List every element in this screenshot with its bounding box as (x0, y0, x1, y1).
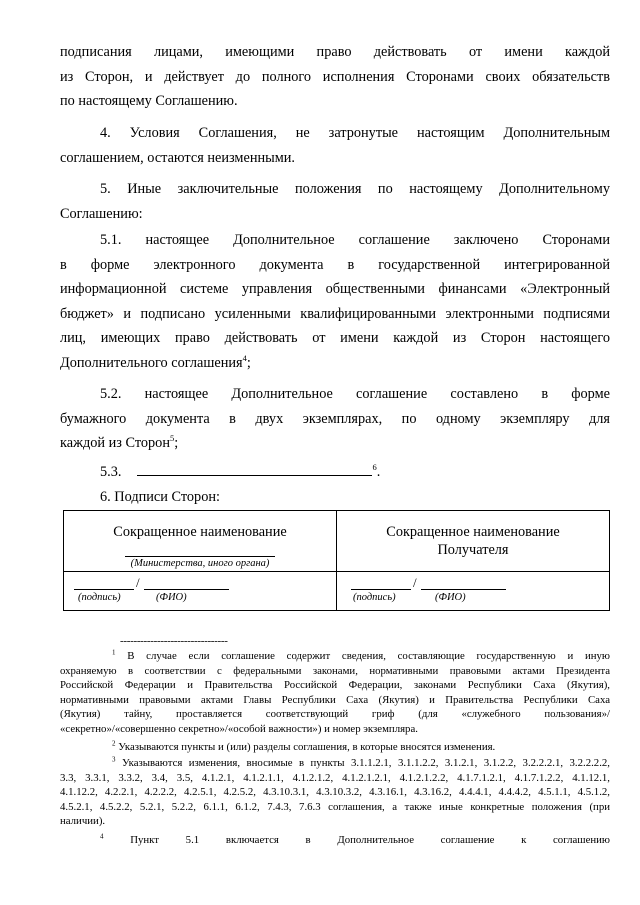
signature-line (351, 589, 411, 590)
footnote-line: нормативными правовыми актами Главы Республики Саха (Якутия) и Правительства Республики Саха (60, 693, 610, 706)
paragraph-line (60, 351, 610, 376)
right-party-cell (337, 511, 610, 572)
signature-line (74, 589, 134, 590)
left-signature-block (64, 572, 336, 610)
punctuation: ; (174, 435, 179, 451)
right-party-header-line2: Получателя (437, 542, 509, 558)
paragraph-line (60, 460, 610, 485)
footnote-ref[interactable]: 4 (242, 352, 247, 363)
footnote-text: Пункт 5.1 включается в Дополнительное соглашение к соглашению (130, 834, 610, 846)
footnote-line: «секретно»/«совершенно секретно»/«особой важности») и номер экземпляра. (60, 723, 418, 735)
left-party-cell (64, 511, 337, 572)
paragraph-line (60, 431, 610, 456)
left-signature-cell (64, 572, 337, 611)
paragraph-line: из Сторон, и действует до полного исполнения Сторонами своих обязательств (60, 68, 610, 85)
left-party-header: Сокращенное наименование (113, 524, 287, 540)
footnote-line (60, 833, 610, 848)
signatures-header-row (64, 511, 610, 572)
paragraph-line: в форме электронного документа в государственной интегрированной (60, 256, 610, 273)
footnote-number: 3 (112, 755, 116, 764)
footnote-line (60, 756, 610, 771)
footnote-line: 4.5.2.1, 4.5.2.2, 5.2.1, 5.2.2, 6.1.1, 6.1.2, 7.4.3, 7.6.3 соглашения, а также иные конкретные положения (при (60, 800, 610, 813)
name-line (421, 589, 506, 590)
signature-label: (подпись) (78, 592, 121, 603)
footnote-line: (Якутия) тайну, проставляется соответствующий гриф (для «служебного пользования»/ (60, 708, 610, 721)
paragraph-line: по настоящему Соглашению. (60, 93, 238, 109)
paragraph-line: Соглашению: (60, 205, 143, 222)
footnote-ref[interactable]: 6 (372, 462, 377, 473)
right-party-header: Сокращенное наименование (386, 524, 560, 540)
signatures-table (63, 510, 610, 611)
footnote-separator: -------------------------------- (120, 635, 228, 647)
footnote-line: наличии). (60, 815, 106, 828)
slash: / (413, 575, 417, 590)
left-party-caption: (Министерства, иного органа) (130, 558, 270, 569)
paragraph-line: лиц, имеющих право действовать от имени каждой из Сторон настоящего (60, 330, 610, 346)
section-heading: 6. Подписи Сторон: (100, 489, 220, 505)
punctuation: . (376, 464, 381, 480)
paragraph-line: информационной системе управления общественными финансами «Электронный (60, 281, 610, 297)
signatures-sign-row (64, 572, 610, 611)
footnote-line (60, 649, 610, 664)
footnote-text: Указываются пункты и (или) разделы соглашения, в которые вносятся изменения. (118, 741, 496, 753)
footnote-ref[interactable]: 5 (169, 433, 175, 444)
paragraph-line: бумажного документа в двух экземплярах, по одному экземпляру для (60, 410, 610, 427)
name-line (144, 589, 229, 590)
paragraph-line: бюджет» и подписано усиленными квалифицированными электронными подписями (60, 305, 610, 322)
paragraph-line: 5.1. настоящее Дополнительное соглашение заключено Сторонами (100, 232, 610, 248)
footnote-line: Российской Федерации и Правительства Российской Федерации, законами Республики Саха (Якутия), (60, 679, 610, 692)
paragraph-text: Дополнительного соглашения (60, 354, 243, 371)
footnote-line: 3.3, 3.3.1, 3.3.2, 3.4, 3.5, 4.1.2.1, 4.1.2.1.1, 4.1.2.1.2, 4.1.2.1.2.1, 4.1.2.1.2.2, 4.1.7.1.2.1, 4.1.7.1.2.2, 4.1.12.1, (60, 771, 610, 784)
paragraph-line: соглашением, остаются неизменными. (60, 149, 296, 166)
right-signature-cell (337, 572, 610, 611)
footnote-number: 4 (100, 832, 104, 841)
blank-line (137, 461, 372, 476)
paragraph-line: 4. Условия Соглашения, не затронутые настоящим Дополнительным (100, 125, 610, 141)
footnote-number: 2 (112, 739, 116, 748)
footnote-line: 4.1.12.2, 4.2.2.1, 4.2.2.2, 4.2.5.1, 4.2.5.2, 4.3.10.3.1, 4.3.10.3.2, 4.3.16.1, 4.3.16.2, 4.4.4.1, 4.4.4.2, 4.5.1.1, 4.5.1.2, (60, 786, 610, 799)
right-signature-block (337, 572, 609, 610)
punctuation: ; (246, 354, 251, 371)
signature-label: (подпись) (353, 592, 396, 603)
footnote-number: 1 (112, 648, 116, 657)
footnote-text: Указываются изменения, вносимые в пункты 3.1.1.2.1, 3.1.1.2.2, 3.1.2.1, 3.1.2.2, 3.2.2.2.1, 3.2.2.2.2, (121, 757, 610, 769)
name-label: (ФИО) (435, 592, 466, 603)
paragraph-text: каждой из Сторон (60, 435, 170, 451)
paragraph-line: 5.2. настоящее Дополнительное соглашение составлено в форме (100, 386, 610, 402)
footnote-line (60, 740, 610, 755)
paragraph-line: подписания лицами, имеющими право действовать от имени каждой (60, 44, 610, 60)
paragraph-line: 5. Иные заключительные положения по настоящему Дополнительному (100, 181, 610, 197)
footnote-line: охраняемую в соответствии с федеральными законами, нормативными правовыми актами Президента (60, 664, 610, 677)
slash: / (136, 575, 140, 590)
footnote-text: В случае если соглашение содержит сведения, составляющие государственную и иную (127, 650, 610, 662)
name-label: (ФИО) (156, 592, 187, 603)
clause-number: 5.3. (100, 464, 122, 480)
